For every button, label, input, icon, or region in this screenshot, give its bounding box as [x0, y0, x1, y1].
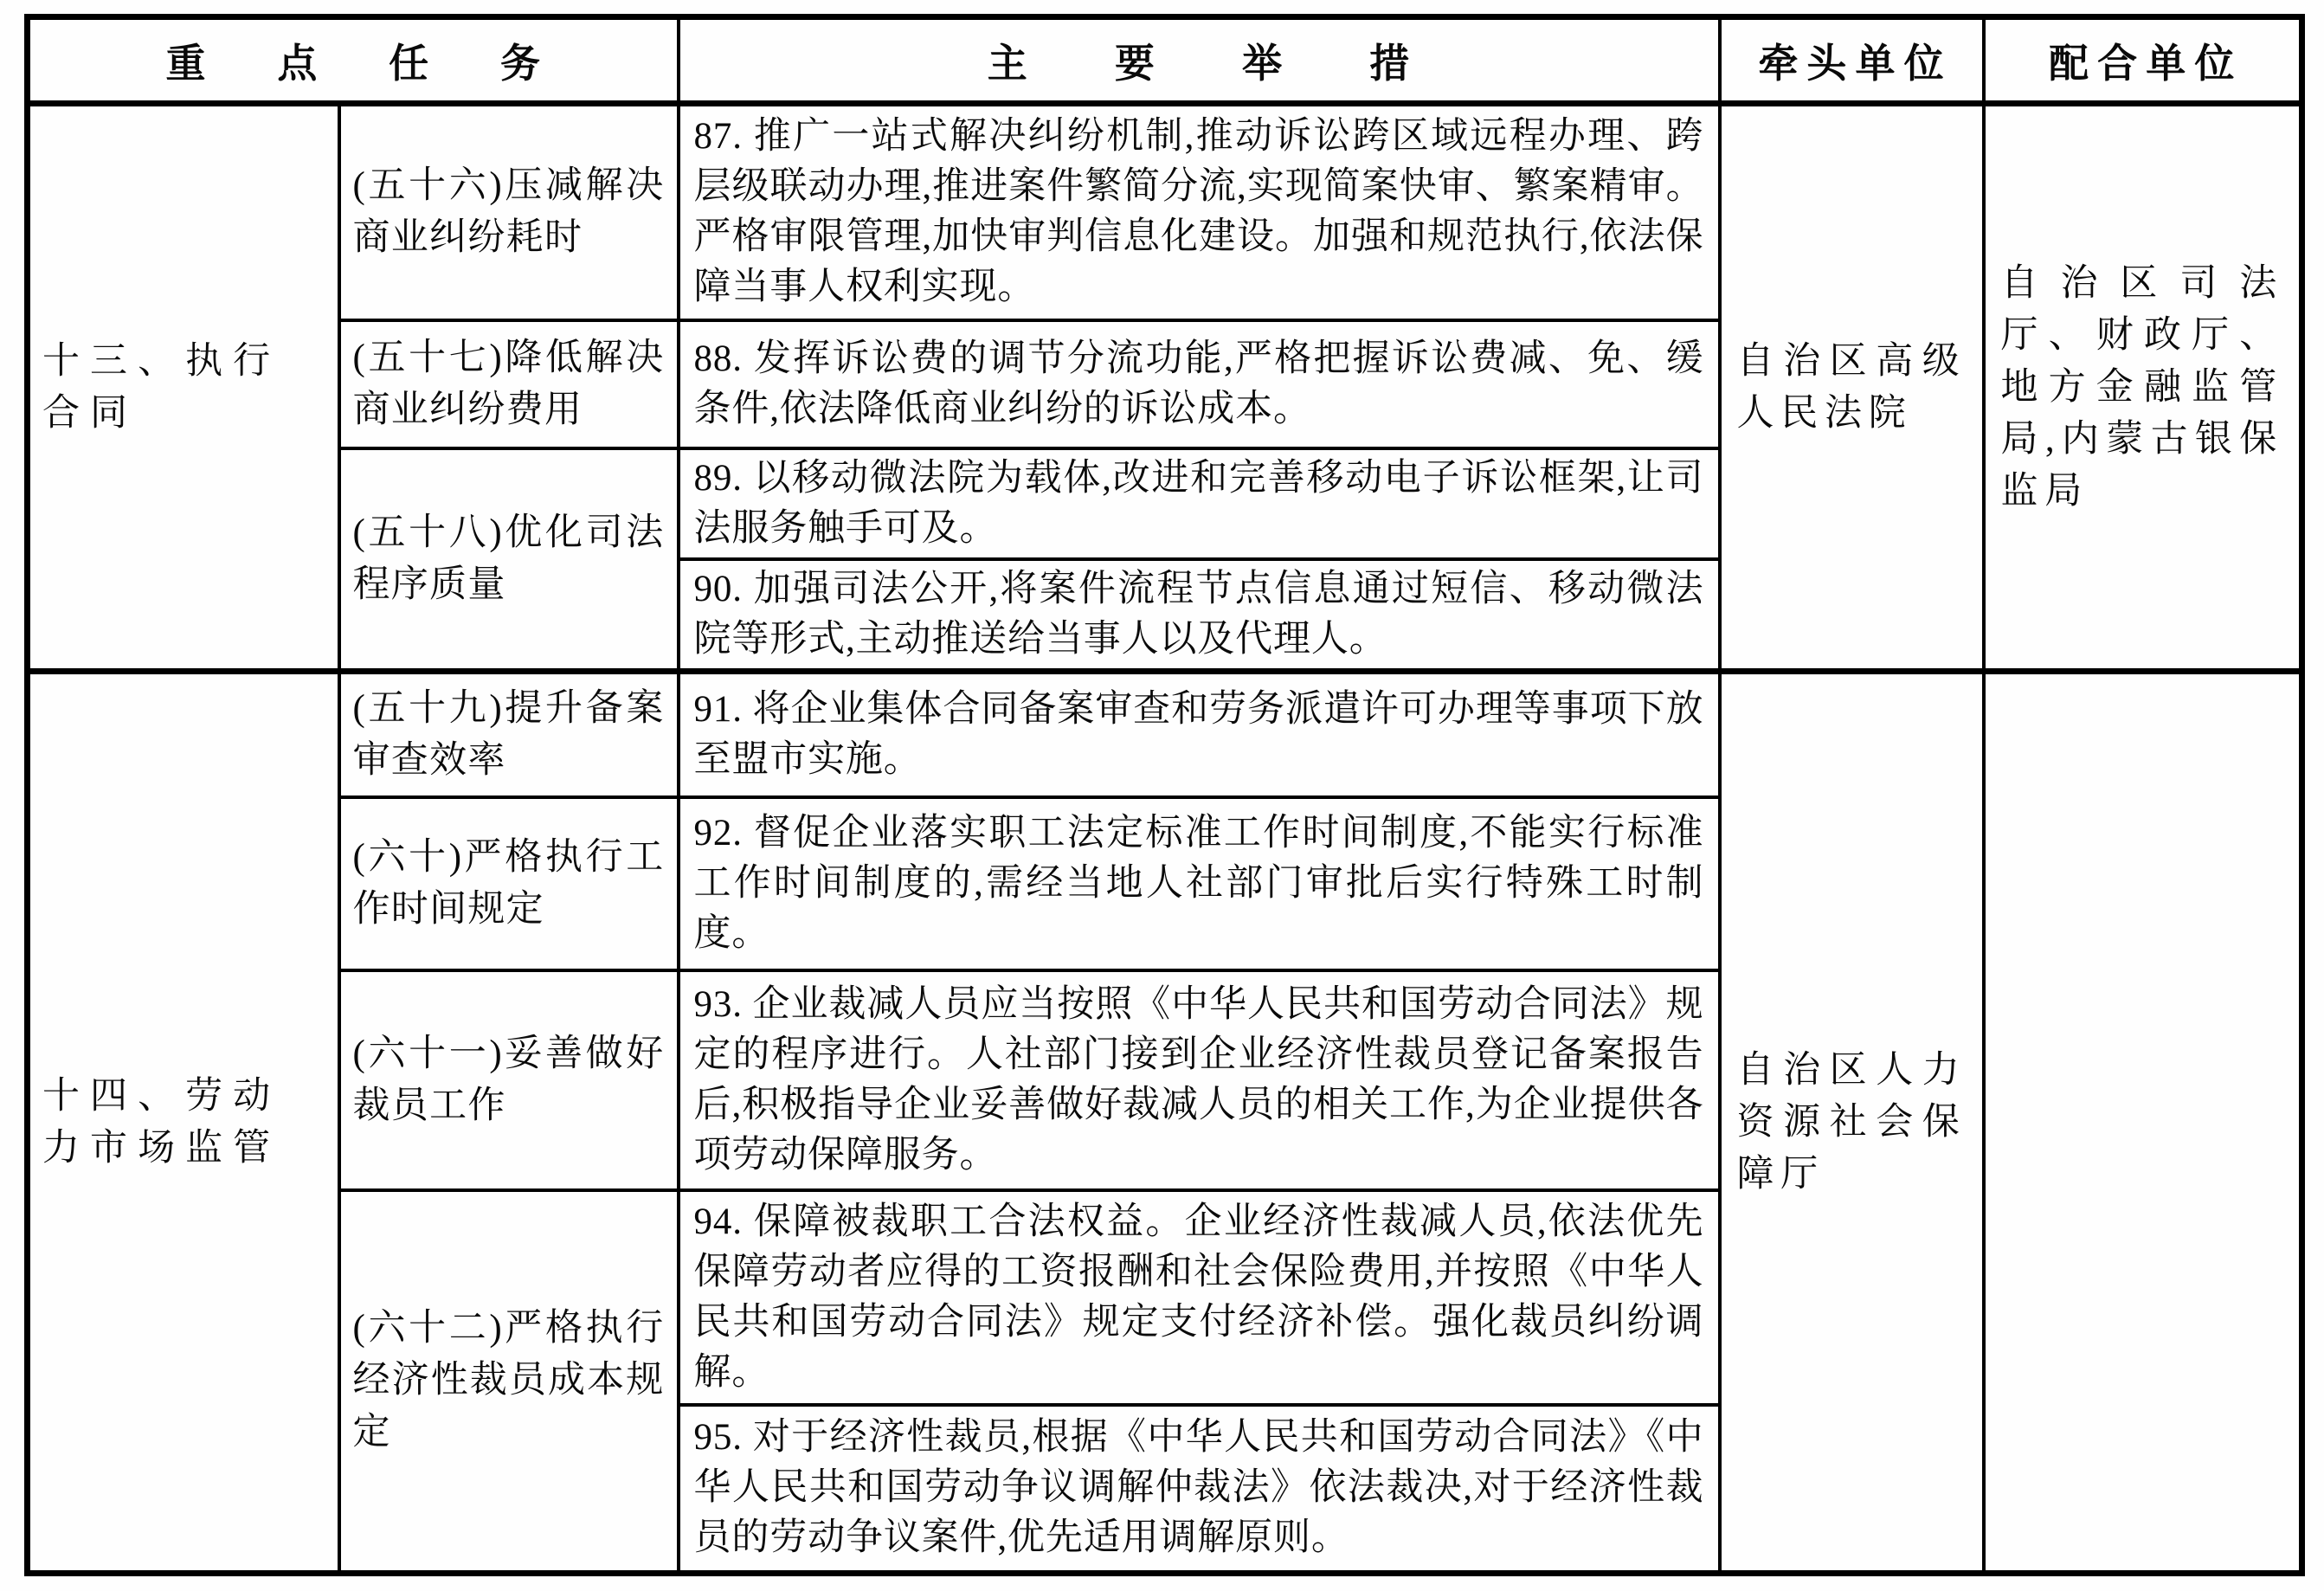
subtask-cell-56: (五十六)压减解决商业纠纷耗时 — [339, 104, 679, 320]
subtask-cell-60: (六十)严格执行工作时间规定 — [339, 797, 679, 970]
header-lead-unit: 牵头单位 — [1720, 17, 1984, 104]
measure-cell-90: 90. 加强司法公开,将案件流程节点信息通过短信、移动微法院等形式,主动推送给当事人以及代理人。 — [679, 559, 1720, 672]
subtask-cell-58: (五十八)优化司法程序质量 — [339, 448, 679, 672]
measure-cell-89: 89. 以移动微法院为载体,改进和完善移动电子诉讼框架,让司法服务触手可及。 — [679, 448, 1720, 559]
subtask-cell-59: (五十九)提升备案审查效率 — [339, 672, 679, 797]
table-row — [28, 672, 2302, 797]
subtask-cell-62: (六十二)严格执行经济性裁员成本规定 — [339, 1190, 679, 1574]
subtask-cell-57: (五十七)降低解决商业纠纷费用 — [339, 320, 679, 448]
key-tasks-table — [24, 14, 2305, 1576]
table-row — [28, 104, 2302, 320]
header-support-unit: 配合单位 — [1984, 17, 2302, 104]
measure-cell-92: 92. 督促企业落实职工法定标准工作时间制度,不能实行标准工作时间制度的,需经当地人社部门审批后实行特殊工时制度。 — [679, 797, 1720, 970]
subtask-cell-61: (六十一)妥善做好裁员工作 — [339, 970, 679, 1190]
lead-unit-cell-14: 自治区人力资源社会保障厅 — [1720, 672, 1984, 1574]
measure-cell-88: 88. 发挥诉讼费的调节分流功能,严格把握诉讼费减、免、缓条件,依法降低商业纠纷的诉讼成本。 — [679, 320, 1720, 448]
measure-cell-93: 93. 企业裁减人员应当按照《中华人民共和国劳动合同法》规定的程序进行。人社部门接到企业经济性裁员登记备案报告后,积极指导企业妥善做好裁减人员的相关工作,为企业提供各项劳动保障服务。 — [679, 970, 1720, 1190]
category-cell-14: 十四、劳动力市场监管 — [28, 672, 339, 1574]
measure-cell-95: 95. 对于经济性裁员,根据《中华人民共和国劳动合同法》《中华人民共和国劳动争议调解仲裁法》依法裁决,对于经济性裁员的劳动争议案件,优先适用调解原则。 — [679, 1405, 1720, 1574]
header-row — [28, 17, 2302, 104]
support-unit-cell-14 — [1984, 672, 2302, 1574]
header-main-measures: 主要举措 — [679, 17, 1720, 104]
measure-cell-87: 87. 推广一站式解决纠纷机制,推动诉讼跨区域远程办理、跨层级联动办理,推进案件繁简分流,实现简案快审、繁案精审。严格审限管理,加快审判信息化建设。加强和规范执行,依法保障当事人权利实现。 — [679, 104, 1720, 320]
category-cell-13: 十三、执行合同 — [28, 104, 339, 672]
measure-cell-94: 94. 保障被裁职工合法权益。企业经济性裁减人员,依法优先保障劳动者应得的工资报酬和社会保险费用,并按照《中华人民共和国劳动合同法》规定支付经济补偿。强化裁员纠纷调解。 — [679, 1190, 1720, 1405]
lead-unit-cell-13: 自治区高级人民法院 — [1720, 104, 1984, 672]
header-key-tasks: 重点任务 — [28, 17, 679, 104]
support-unit-cell-13: 自治区司法厅、财政厅、地方金融监管局,内蒙古银保监局 — [1984, 104, 2302, 672]
measure-cell-91: 91. 将企业集体合同备案审查和劳务派遣许可办理等事项下放至盟市实施。 — [679, 672, 1720, 797]
